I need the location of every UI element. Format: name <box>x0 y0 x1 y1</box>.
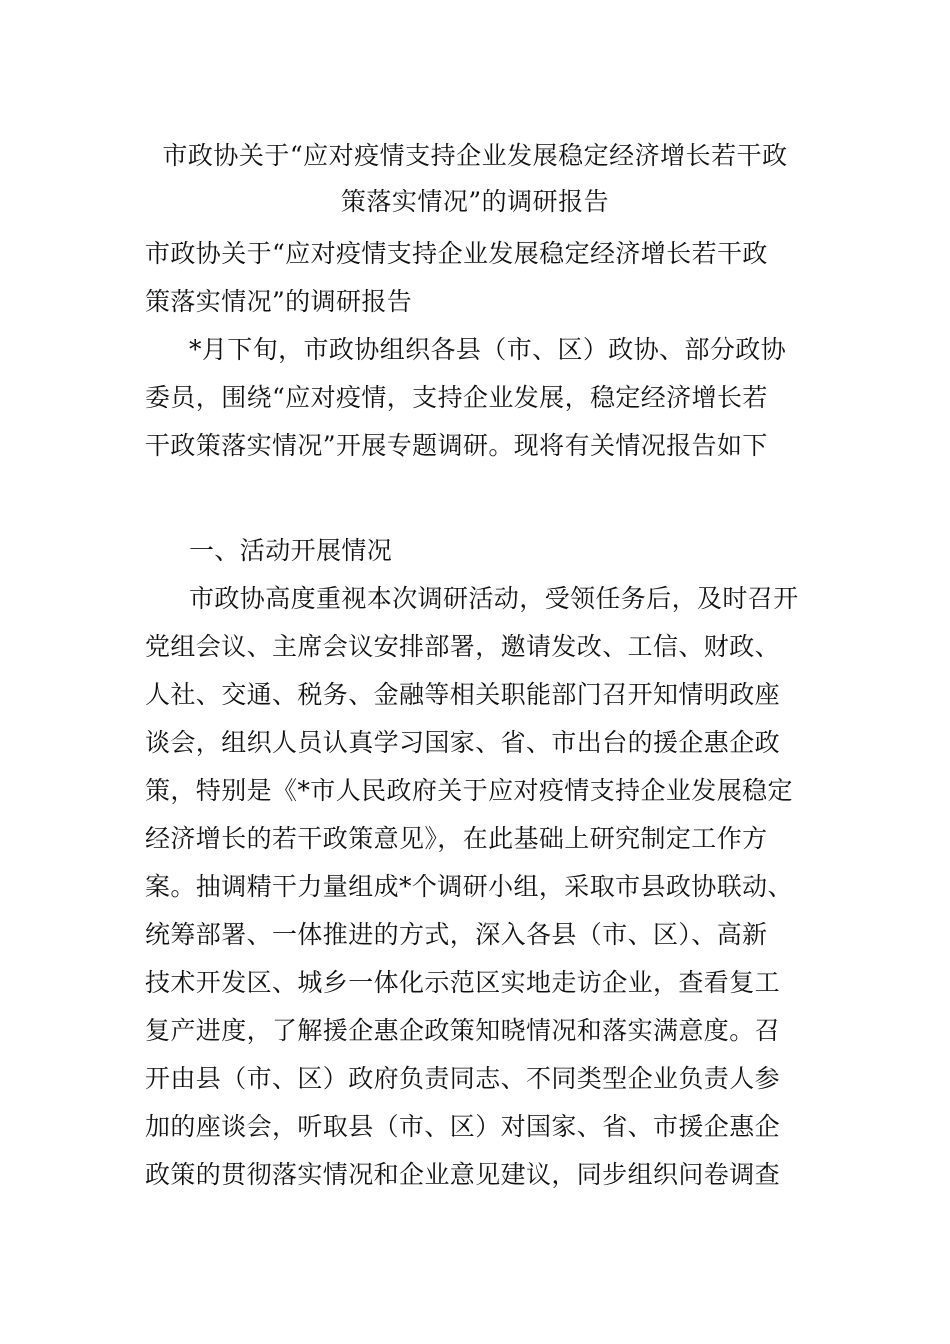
section-line-1: 市政协高度重视本次调研活动，受领任务后，及时召开 <box>189 584 799 613</box>
subtitle-line-2: 策落实情况”的调研报告 <box>145 287 413 316</box>
paragraph-gap <box>145 470 810 527</box>
title-line-2: 策落实情况”的调研报告 <box>340 187 610 216</box>
document-body <box>145 230 810 1199</box>
intro-line-1: *月下旬，市政协组织各县（市、区）政协、部分政协 <box>189 335 787 364</box>
section-line-7: 案。抽调精干力量组成*个调研小组，采取市县政协联动、 <box>145 872 793 901</box>
title-line-1: 市政协关于“应对疫情支持企业发展稳定经济增长若干政 <box>162 141 788 170</box>
section-line-3: 人社、交通、税务、金融等相关职能部门召开知情明政座 <box>145 680 781 709</box>
section-line-13: 政策的贯彻落实情况和企业意见建议，同步组织问卷调查 <box>145 1160 781 1189</box>
subtitle-line-1: 市政协关于“应对疫情支持企业发展稳定经济增长若干政 <box>145 239 768 268</box>
section-line-11: 开由县（市、区）政府负责同志、不同类型企业负责人参 <box>145 1064 781 1093</box>
section-line-9: 技术开发区、城乡一体化示范区实地走访企业，查看复工 <box>145 968 781 997</box>
section-line-10: 复产进度，了解援企惠企政策知晓情况和落实满意度。召 <box>145 1016 781 1045</box>
section-line-12: 加的座谈会，听取县（市、区）对国家、省、市援企惠企 <box>145 1112 781 1141</box>
section-line-2: 党组会议、主席会议安排部署，邀请发改、工信、财政、 <box>145 632 781 661</box>
intro-line-3: 干政策落实情况”开展专题调研。现将有关情况报告如下 <box>145 431 768 460</box>
section-heading: 一、活动开展情况 <box>189 536 393 565</box>
section-line-5: 策，特别是《*市人民政府关于应对疫情支持企业发展稳定 <box>145 776 793 805</box>
section-line-8: 统筹部署、一体推进的方式，深入各县（市、区）、高新 <box>145 920 768 949</box>
section-line-4: 谈会，组织人员认真学习国家、省、市出台的援企惠企政 <box>145 728 781 757</box>
intro-line-2: 委员，围绕“应对疫情，支持企业发展，稳定经济增长若 <box>145 383 768 412</box>
document-title <box>100 133 850 225</box>
section-line-6: 经济增长的若干政策意见》，在此基础上研究制定工作方 <box>145 824 768 853</box>
